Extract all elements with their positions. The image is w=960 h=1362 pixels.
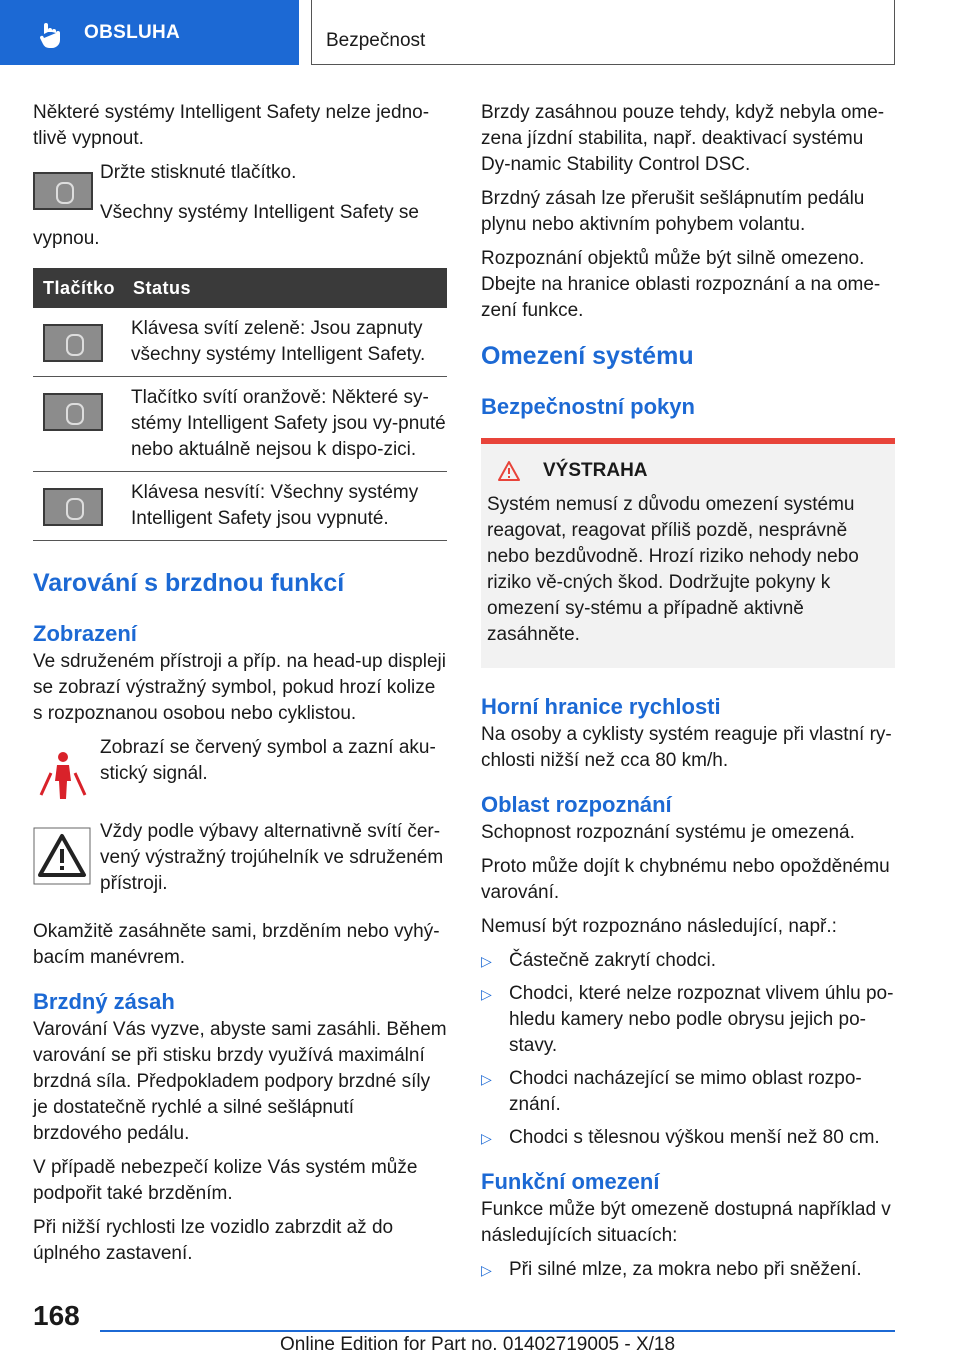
table-row bbox=[33, 308, 447, 377]
func-text: Funkce může být omezeně dostupná například v následujících situacích: bbox=[481, 1199, 891, 1246]
hold-instruction: Držte stisknuté tlačítko. bbox=[100, 162, 297, 183]
func-list bbox=[481, 1257, 895, 1283]
table-header-status: Status bbox=[123, 268, 447, 308]
speed-text: Na osoby a cyklisty systém reaguje při vlastní ry-chlosti nižší než cca 80 km/h. bbox=[481, 724, 892, 771]
area-list bbox=[481, 948, 895, 1151]
list-item: ▷ Chodci s tělesnou výškou menší než 80 cm. bbox=[481, 1125, 895, 1151]
status-table bbox=[33, 268, 447, 541]
paragraph: Brzdy zasáhnou pouze tehdy, když nebyla ome-zena jízdní stabilita, např. deaktivací systému Dy-namic Stability Control DSC. bbox=[481, 102, 885, 175]
warning-triangle-icon bbox=[33, 827, 91, 885]
list-item: ▷ Částečně zakrytí chodci. bbox=[481, 948, 895, 974]
warning-triangle-icon bbox=[497, 460, 521, 482]
warning-title-text: VÝSTRAHA bbox=[543, 460, 648, 481]
hold-button-row bbox=[33, 162, 447, 220]
list-item: ▷ Chodci, které nelze rozpoznat vlivem úhlu po-hledu kamery nebo podle obrysu jejich po-stavy. bbox=[481, 983, 894, 1056]
area-paragraph: Proto může dojít k chybnému nebo opožděnému varování. bbox=[481, 856, 890, 903]
section-header bbox=[311, 0, 895, 65]
warning-text: Systém nemusí z důvodu omezení systému reagovat, reagovat příliš pozdě, nesprávně nebo bezdůvodně. Hrozí riziko nehody nebo riziko vě-cných škod. Dodržujte pokyny k omezení sy-stému a případně aktivně zasáhněte. bbox=[487, 494, 859, 645]
brake-paragraph: Při nižší rychlosti lze vozidlo zabrzdit až do úplného zastavení. bbox=[33, 1217, 394, 1264]
right-column bbox=[481, 100, 895, 1290]
heading-safety-note: Bezpečnostní pokyn bbox=[481, 394, 695, 419]
heading-system-limits: Omezení systému bbox=[481, 342, 694, 370]
bullet-icon: ▷ bbox=[481, 986, 492, 1002]
heading-brake-intervention: Brzdný zásah bbox=[33, 989, 175, 1014]
left-column bbox=[33, 100, 447, 1275]
intelligent-safety-button-icon bbox=[43, 488, 103, 526]
intelligent-safety-button-icon bbox=[33, 172, 93, 210]
bullet-icon: ▷ bbox=[481, 1130, 492, 1146]
table-header-button: Tlačítko bbox=[33, 268, 123, 308]
hand-icon bbox=[36, 20, 66, 50]
heading-speed-limit: Horní hranice rychlosti bbox=[481, 694, 721, 719]
chapter-tab[interactable] bbox=[0, 0, 299, 65]
intelligent-safety-button-icon bbox=[43, 393, 103, 431]
bullet-icon: ▷ bbox=[481, 1071, 492, 1087]
list-item: ▷ Chodci nacházející se mimo oblast rozpo-znání. bbox=[481, 1068, 862, 1115]
heading-brake-warning: Varování s brzdnou funkcí bbox=[33, 569, 345, 597]
red-symbol-text: Zobrazí se červený symbol a zazní aku-stický signál. bbox=[100, 737, 436, 784]
triangle-text: Vždy podle výbavy alternativně svítí čer-vený výstražný trojúhelník ve sdruženém přístroji. bbox=[100, 821, 444, 894]
section-label: Bezpečnost bbox=[326, 30, 426, 51]
intelligent-safety-button-icon bbox=[43, 324, 103, 362]
pedestrian-warning-icon bbox=[33, 743, 93, 803]
chapter-label: OBSLUHA bbox=[84, 22, 181, 43]
table-row bbox=[33, 377, 447, 472]
list-item: ▷ Při silné mlze, za mokra nebo při sněžení. bbox=[481, 1257, 895, 1283]
brake-paragraph: V případě nebezpečí kolize Vás systém může podpořit také brzděním. bbox=[33, 1157, 418, 1204]
immediately-text: Okamžitě zasáhněte sami, brzděním nebo vyhý-bacím manévrem. bbox=[33, 921, 440, 968]
red-symbol-row bbox=[33, 735, 447, 819]
heading-display: Zobrazení bbox=[33, 621, 137, 646]
footer-divider bbox=[100, 1330, 895, 1332]
edition-text: Online Edition for Part no. 01402719005 - X/18 bbox=[280, 1334, 676, 1355]
heading-functional-limits: Funkční omezení bbox=[481, 1169, 660, 1194]
paragraph: Rozpoznání objektů může být silně omezeno. Dbejte na hranice oblasti rozpoznání a na ome-zení funkce. bbox=[481, 248, 881, 321]
paragraph: Některé systémy Intelligent Safety nelze jedno-tlivě vypnout. bbox=[33, 102, 430, 149]
page-number: 168 bbox=[33, 1300, 80, 1331]
area-paragraph: Nemusí být rozpoznáno následující, např.: bbox=[481, 916, 837, 937]
paragraph: Brzdný zásah lze přerušit sešlápnutím pedálu plynu nebo aktivním pohybem volantu. bbox=[481, 188, 865, 235]
table-cell: Klávesa svítí zeleně: Jsou zapnuty všechny systémy Intelligent Safety. bbox=[123, 308, 447, 377]
warning-box bbox=[481, 438, 895, 668]
display-text: Ve sdruženém přístroji a příp. na head-up displeji se zobrazí výstražný symbol, pokud hrozí kolize s rozpoznanou osobou nebo cyklistou. bbox=[33, 651, 446, 724]
all-off-text: Všechny systémy Intelligent Safety se vypnou. bbox=[33, 202, 419, 249]
bullet-icon: ▷ bbox=[481, 1262, 492, 1278]
table-row bbox=[33, 472, 447, 541]
heading-detection-area: Oblast rozpoznání bbox=[481, 792, 672, 817]
triangle-row bbox=[33, 819, 447, 911]
warning-title bbox=[487, 460, 889, 482]
brake-paragraph: Varování Vás vyzve, abyste sami zasáhli. Během varování se při stisku brzdy využívá maximální brzdná síla. Předpokladem podpory brzdné síly je dostatečně rychlé a silné sešlápnutí brzdového pedálu. bbox=[33, 1019, 447, 1144]
table-cell: Tlačítko svítí oranžově: Některé sy-stémy Intelligent Safety jsou vy-pnuté nebo aktuálně nejsou k dispo-zici. bbox=[123, 377, 447, 472]
table-cell: Klávesa nesvítí: Všechny systémy Intelligent Safety jsou vypnuté. bbox=[123, 472, 447, 541]
bullet-icon: ▷ bbox=[481, 953, 492, 969]
area-paragraph: Schopnost rozpoznání systému je omezená. bbox=[481, 822, 855, 843]
